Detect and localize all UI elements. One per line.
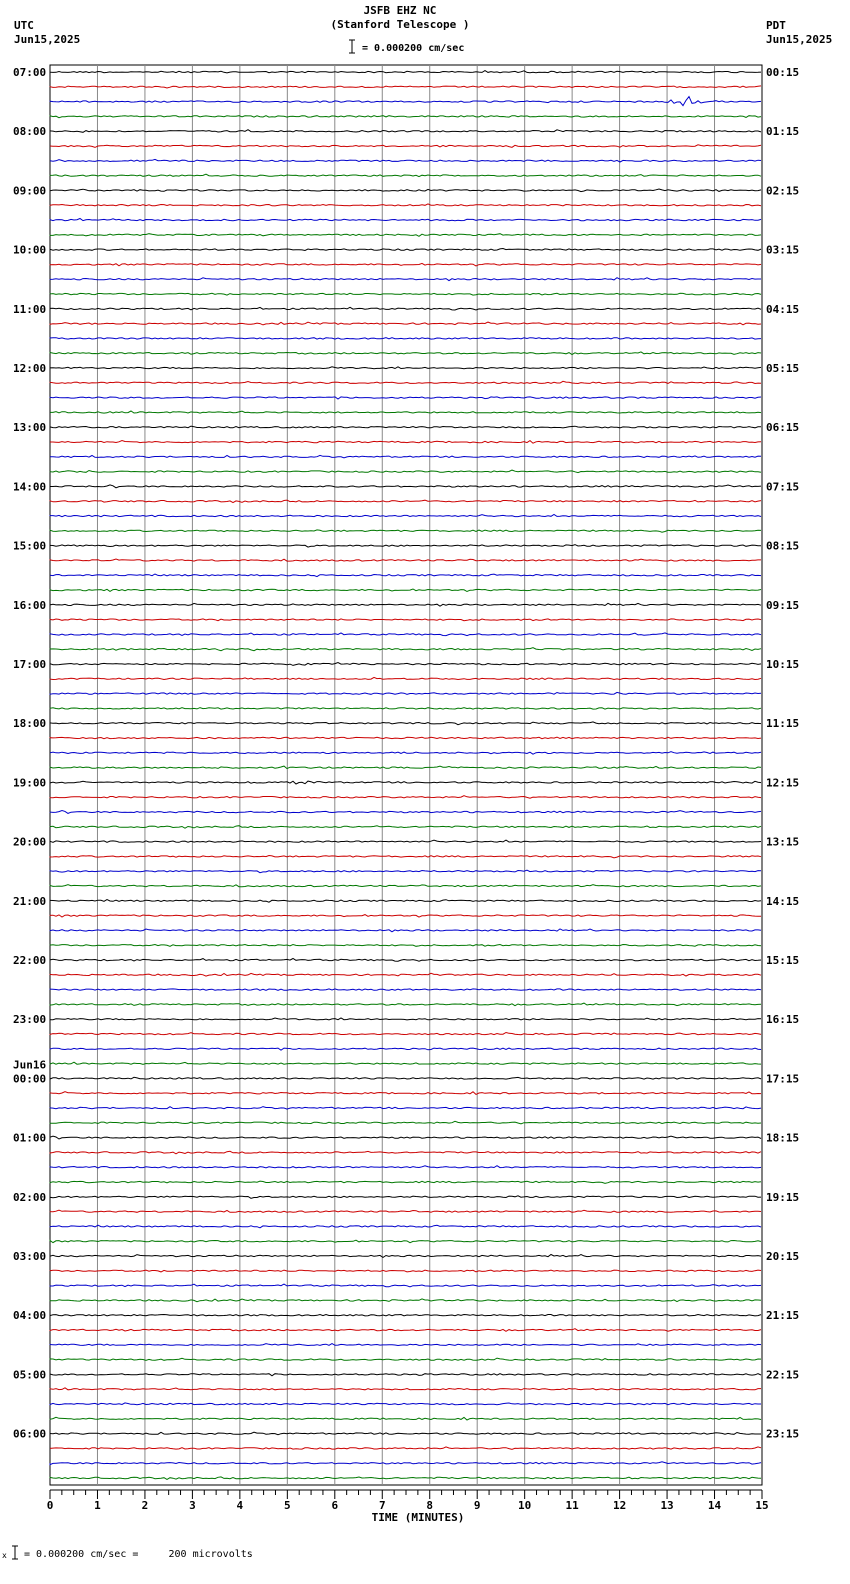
seismic-trace bbox=[50, 885, 761, 887]
seismic-trace bbox=[50, 1417, 761, 1420]
seismic-trace bbox=[50, 589, 761, 592]
seismic-trace bbox=[50, 929, 761, 932]
left-date: Jun15,2025 bbox=[14, 33, 81, 46]
utc-hour-label: 19:00 bbox=[13, 776, 47, 790]
pdt-hour-label: 20:15 bbox=[766, 1250, 800, 1263]
utc-hour-label: 10:00 bbox=[13, 243, 47, 257]
seismic-trace bbox=[50, 603, 761, 606]
seismic-trace bbox=[50, 1121, 761, 1124]
seismic-trace bbox=[50, 174, 761, 176]
seismic-trace bbox=[50, 708, 761, 710]
seismic-trace bbox=[50, 766, 761, 769]
x-tick-label: 14 bbox=[707, 1499, 722, 1512]
footer-scale-text: = 0.000200 cm/sec = 200 microvolts bbox=[24, 1549, 253, 1560]
seismic-trace bbox=[50, 1462, 761, 1465]
seismic-trace bbox=[50, 619, 761, 621]
pdt-hour-label: 05:15 bbox=[766, 362, 800, 375]
seismic-trace bbox=[50, 1210, 761, 1212]
seismic-trace bbox=[50, 470, 761, 473]
seismic-trace bbox=[50, 1477, 761, 1480]
seismic-trace bbox=[50, 530, 761, 532]
x-axis-title: TIME (MINUTES) bbox=[371, 1511, 465, 1524]
utc-hour-label: 18:00 bbox=[13, 717, 47, 731]
x-tick-label: 13 bbox=[660, 1499, 674, 1512]
seismic-trace bbox=[50, 204, 761, 206]
seismic-trace bbox=[50, 1225, 761, 1228]
seismic-trace bbox=[50, 338, 761, 339]
x-tick-label: 3 bbox=[189, 1499, 196, 1512]
x-tick-label: 1 bbox=[94, 1499, 101, 1512]
seismic-trace bbox=[50, 367, 761, 369]
seismic-trace bbox=[50, 1358, 761, 1360]
seismic-trace bbox=[50, 677, 761, 679]
utc-hour-label: 01:00 bbox=[13, 1131, 47, 1145]
seismic-trace bbox=[50, 1403, 761, 1405]
utc-hour-label: 09:00 bbox=[13, 184, 47, 198]
date-change-label: Jun16 bbox=[13, 1058, 47, 1072]
seismic-trace bbox=[50, 249, 761, 251]
site-title: (Stanford Telescope ) bbox=[330, 18, 470, 31]
utc-hour-label: 14:00 bbox=[13, 480, 47, 494]
pdt-hour-label: 08:15 bbox=[766, 539, 800, 553]
pdt-hour-label: 06:15 bbox=[766, 421, 800, 435]
x-tick-label: 10 bbox=[518, 1499, 532, 1512]
x-tick-label: 4 bbox=[236, 1499, 244, 1512]
seismic-trace bbox=[50, 826, 761, 829]
seismic-trace bbox=[50, 1196, 761, 1199]
seismic-trace bbox=[50, 811, 761, 814]
left-timezone: UTC bbox=[14, 19, 34, 32]
scale-label: = 0.000200 cm/sec bbox=[362, 43, 465, 54]
utc-hour-label: 00:00 bbox=[13, 1072, 47, 1086]
utc-hour-label: 03:00 bbox=[13, 1250, 47, 1263]
seismic-trace bbox=[50, 1388, 761, 1390]
utc-hour-label: 13:00 bbox=[13, 421, 47, 435]
x-tick-label: 15 bbox=[755, 1499, 769, 1512]
x-tick-label: 5 bbox=[284, 1499, 291, 1512]
seismic-trace bbox=[50, 840, 761, 842]
pdt-hour-label: 10:15 bbox=[766, 658, 800, 671]
utc-hour-label: 16:00 bbox=[13, 598, 47, 612]
pdt-hour-label: 14:15 bbox=[766, 894, 800, 908]
utc-hour-label: 12:00 bbox=[13, 362, 47, 375]
seismic-trace bbox=[50, 515, 761, 517]
pdt-hour-label: 12:15 bbox=[766, 776, 800, 790]
pdt-hour-label: 23:15 bbox=[766, 1427, 800, 1441]
pdt-hour-label: 02:15 bbox=[766, 184, 800, 198]
utc-hour-label: 06:00 bbox=[13, 1427, 47, 1441]
seismic-trace bbox=[50, 352, 761, 355]
utc-hour-label: 21:00 bbox=[13, 894, 47, 908]
seismic-trace bbox=[50, 145, 761, 148]
utc-hour-label: 17:00 bbox=[13, 658, 47, 671]
pdt-hour-label: 19:15 bbox=[766, 1190, 800, 1204]
seismic-trace bbox=[50, 381, 761, 383]
pdt-hour-label: 03:15 bbox=[766, 243, 800, 257]
utc-hour-label: 15:00 bbox=[13, 539, 47, 553]
seismic-trace bbox=[50, 116, 761, 118]
utc-hour-label: 20:00 bbox=[13, 835, 47, 849]
seismic-trace bbox=[50, 97, 761, 106]
pdt-hour-label: 16:15 bbox=[766, 1013, 800, 1027]
utc-hour-label: 11:00 bbox=[13, 302, 47, 316]
x-tick-label: 0 bbox=[46, 1499, 54, 1512]
seismic-trace bbox=[50, 1299, 761, 1302]
seismic-trace bbox=[50, 1432, 761, 1435]
x-tick-label: 9 bbox=[473, 1499, 481, 1512]
seismic-trace bbox=[50, 870, 761, 873]
seismic-trace bbox=[50, 159, 761, 162]
seismic-trace bbox=[50, 1374, 761, 1376]
seismic-trace bbox=[50, 1151, 761, 1154]
seismic-trace bbox=[50, 426, 761, 428]
seismic-trace bbox=[50, 663, 761, 666]
pdt-hour-label: 21:15 bbox=[766, 1309, 800, 1323]
seismic-trace bbox=[50, 1018, 761, 1020]
seismic-trace bbox=[50, 1033, 761, 1035]
seismic-trace bbox=[50, 441, 761, 444]
seismic-trace bbox=[50, 1270, 761, 1272]
seismic-trace bbox=[50, 1447, 761, 1450]
seismic-trace bbox=[50, 752, 761, 755]
utc-hour-label: 04:00 bbox=[13, 1309, 47, 1323]
seismic-trace bbox=[50, 781, 761, 784]
seismic-trace bbox=[50, 322, 761, 325]
pdt-hour-label: 17:15 bbox=[766, 1072, 800, 1086]
seismic-trace bbox=[50, 71, 761, 73]
utc-hour-label: 22:00 bbox=[13, 954, 47, 967]
seismic-trace bbox=[50, 737, 761, 739]
seismic-trace bbox=[50, 559, 761, 561]
utc-hour-label: 08:00 bbox=[13, 125, 47, 139]
right-date: Jun15,2025 bbox=[766, 33, 833, 46]
pdt-hour-label: 04:15 bbox=[766, 302, 800, 316]
pdt-hour-label: 11:15 bbox=[766, 717, 800, 731]
seismic-trace bbox=[50, 455, 761, 458]
seismic-trace bbox=[50, 633, 761, 636]
seismic-trace bbox=[50, 574, 761, 577]
seismic-trace bbox=[50, 307, 761, 310]
pdt-hour-label: 07:15 bbox=[766, 480, 800, 494]
utc-hour-label: 23:00 bbox=[13, 1013, 47, 1027]
seismic-trace bbox=[50, 959, 761, 962]
x-tick-label: 8 bbox=[426, 1499, 434, 1512]
seismic-trace bbox=[50, 989, 761, 990]
utc-hour-label: 07:00 bbox=[13, 66, 47, 79]
seismic-trace bbox=[50, 1048, 761, 1050]
seismic-trace bbox=[50, 485, 761, 488]
seismic-trace bbox=[50, 545, 761, 548]
utc-hour-label: 02:00 bbox=[13, 1190, 47, 1204]
seismic-trace bbox=[50, 1062, 761, 1064]
x-tick-label: 2 bbox=[141, 1499, 149, 1512]
seismic-trace bbox=[50, 1240, 761, 1243]
seismic-trace bbox=[50, 692, 761, 694]
seismic-trace bbox=[50, 293, 761, 295]
seismic-trace bbox=[50, 1107, 761, 1110]
seismic-trace bbox=[50, 263, 761, 266]
seismic-trace bbox=[50, 1077, 761, 1079]
station-title: JSFB EHZ NC bbox=[363, 4, 437, 17]
seismic-trace bbox=[50, 1003, 761, 1006]
seismic-trace bbox=[50, 397, 761, 399]
seismic-trace bbox=[50, 500, 761, 503]
seismic-trace bbox=[50, 1092, 761, 1095]
seismic-trace bbox=[50, 648, 761, 651]
x-tick-label: 7 bbox=[378, 1499, 386, 1512]
seismic-trace bbox=[50, 856, 761, 858]
seismic-trace bbox=[50, 1181, 761, 1183]
x-tick-label: 6 bbox=[331, 1499, 339, 1512]
seismic-trace bbox=[50, 915, 761, 918]
seismic-trace bbox=[50, 1166, 761, 1168]
seismic-trace bbox=[50, 722, 761, 725]
x-tick-label: 11 bbox=[565, 1499, 579, 1512]
seismic-trace bbox=[50, 1284, 761, 1287]
pdt-hour-label: 18:15 bbox=[766, 1131, 800, 1145]
seismic-trace bbox=[50, 1315, 761, 1316]
seismic-trace bbox=[50, 86, 761, 88]
pdt-hour-label: 09:15 bbox=[766, 598, 800, 612]
pdt-hour-label: 13:15 bbox=[766, 835, 800, 849]
seismic-trace bbox=[50, 1255, 761, 1258]
right-timezone: PDT bbox=[766, 19, 786, 32]
seismic-trace bbox=[50, 1344, 761, 1346]
utc-hour-label: 05:00 bbox=[13, 1368, 47, 1382]
seismic-trace bbox=[50, 278, 761, 281]
seismic-trace bbox=[50, 411, 761, 413]
seismic-trace bbox=[50, 130, 761, 133]
seismic-trace bbox=[50, 189, 761, 192]
x-tick-label: 12 bbox=[612, 1499, 627, 1512]
pdt-hour-label: 22:15 bbox=[766, 1368, 800, 1382]
pdt-hour-label: 00:15 bbox=[766, 66, 800, 79]
seismic-trace bbox=[50, 945, 761, 947]
seismic-trace bbox=[50, 1136, 761, 1139]
seismic-trace bbox=[50, 1329, 761, 1332]
seismic-trace bbox=[50, 900, 761, 903]
seismic-trace bbox=[50, 219, 761, 221]
pdt-hour-label: 15:15 bbox=[766, 954, 800, 967]
pdt-hour-label: 01:15 bbox=[766, 125, 800, 139]
footer-marker-icon: x bbox=[2, 1551, 7, 1560]
seismic-trace bbox=[50, 234, 761, 237]
seismic-trace bbox=[50, 796, 761, 799]
seismic-trace bbox=[50, 973, 761, 976]
